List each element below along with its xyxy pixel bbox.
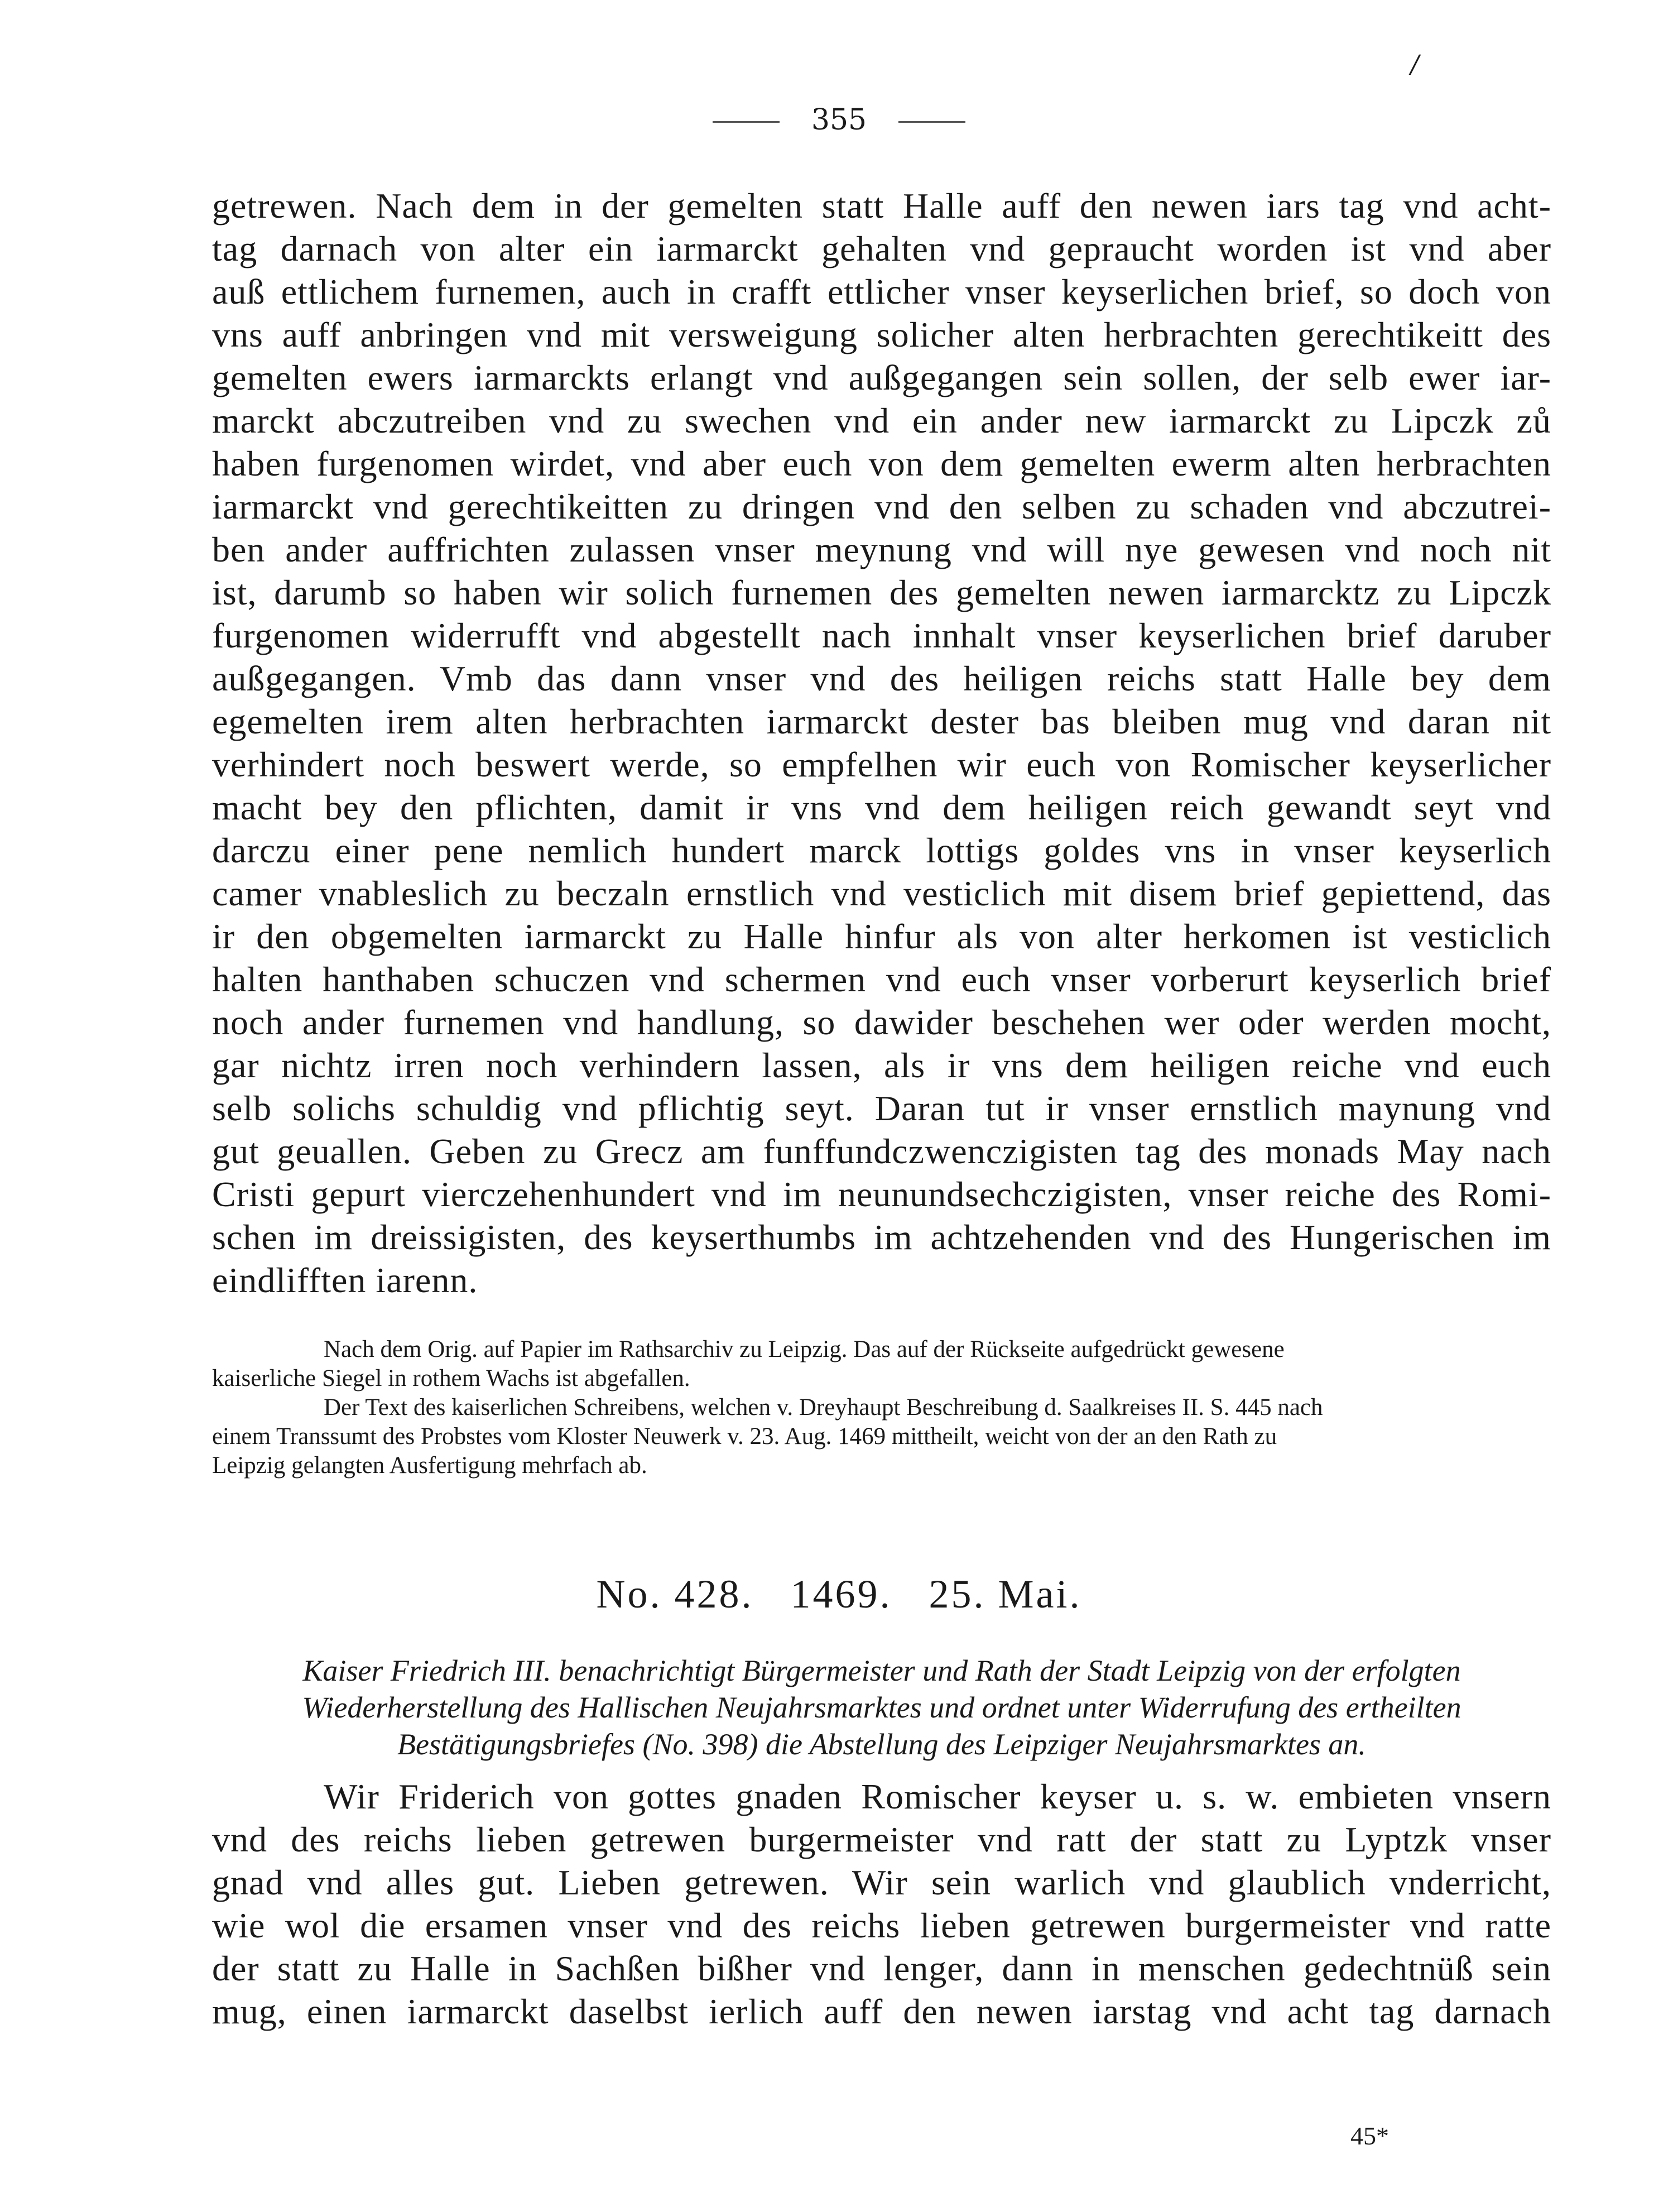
- text-line: marckt abczutreiben vnd zu swechen vnd ein ander new iarmarckt zu Lipczk zů: [212, 401, 1551, 440]
- text-line: wie wol die ersamen vnser vnd des reichs lieben getrewen burgermeister vnd ratte: [212, 1906, 1551, 1945]
- signature-mark: 45*: [1350, 2122, 1389, 2150]
- note-line: kaiserliche Siegel in rothem Wachs ist abgefallen.: [212, 1365, 690, 1392]
- text-line: noch ander furnemen vnd handlung, so dawider beschehen wer oder werden mocht,: [212, 1002, 1551, 1042]
- text-line: auß ettlichem furnemen, auch in crafft ettlicher vnser keyserlichen brief, so doch von: [212, 272, 1551, 311]
- text-line: camer vnableslich zu beczaln ernstlich vnd vesticlich mit disem brief gepiettend, das: [212, 874, 1551, 913]
- summary-line: Kaiser Friedrich III. benachrichtigt Bürgermeister und Rath der Stadt Leipzig von der erfolgten: [302, 1654, 1461, 1687]
- page-number: 355: [811, 103, 867, 137]
- text-line: selb solichs schuldig vnd pflichtig seyt. Daran tut ir vnser ernstlich maynung vnd: [212, 1088, 1551, 1128]
- text-line: der statt zu Halle in Sachßen bißher vnd lenger, dann in menschen gedechtnüß sein: [212, 1949, 1551, 1988]
- note-line: Der Text des kaiserlichen Schreibens, welchen v. Dreyhaupt Beschreibung d. Saalkreises II. S. 445 nach: [324, 1394, 1323, 1421]
- text-line: schen im dreissigisten, des keyserthumbs im achtzehenden vnd des Hungerischen im: [212, 1217, 1551, 1257]
- text-line: ben ander auffrichten zulassen vnser meynung vnd will nye gewesen vnd noch nit: [212, 530, 1551, 569]
- text-line: gemelten ewers iarmarckts erlangt vnd außgegangen sein sollen, der selb ewer iar-: [212, 358, 1551, 397]
- text-line: getrewen. Nach dem in der gemelten statt Halle auff den newen iars tag vnd acht-: [212, 186, 1551, 225]
- document-heading: No. 428. 1469. 25. Mai.: [596, 1572, 1082, 1616]
- margin-mark: /: [1411, 50, 1419, 79]
- summary-line: Bestätigungsbriefes (No. 398) die Abstellung des Leipziger Neujahrsmarktes an.: [397, 1728, 1366, 1761]
- text-line: ir den obgemelten iarmarckt zu Halle hinfur als von alter herkomen ist vesticlich: [212, 917, 1551, 956]
- text-line: verhindert noch beswert werde, so empfelhen wir euch von Romischer keyserlicher: [212, 745, 1551, 784]
- document-summary: [212, 1652, 1551, 1763]
- text-line: haben furgenomen wirdet, vnd aber euch von dem gemelten ewerm alten herbrachten: [212, 444, 1551, 483]
- text-line: außgegangen. Vmb das dann vnser vnd des heiligen reichs statt Halle bey dem: [212, 659, 1551, 698]
- text-line: tag darnach von alter ein iarmarckt gehalten vnd gepraucht worden ist vnd aber: [212, 229, 1551, 268]
- text-line: egemelten irem alten herbrachten iarmarckt dester bas bleiben mug vnd daran nit: [212, 702, 1551, 741]
- text-line: gar nichtz irren noch verhindern lassen, als ir vns dem heiligen reiche vnd euch: [212, 1045, 1551, 1085]
- note-line: Nach dem Orig. auf Papier im Rathsarchiv zu Leipzig. Das auf der Rückseite aufgedrückt gewesene: [324, 1336, 1285, 1362]
- text-line: gnad vnd alles gut. Lieben getrewen. Wir sein warlich vnd glaublich vnderricht,: [212, 1863, 1551, 1902]
- source-notes: [212, 1335, 1551, 1480]
- text-line: halten hanthaben schuczen vnd schermen vnd euch vnser vorberurt keyserlich brief: [212, 959, 1551, 999]
- second-text-block: [212, 1775, 1551, 2033]
- text-line: macht bey den pflichten, damit ir vns vnd dem heiligen reich gewandt seyt vnd: [212, 788, 1551, 827]
- text-line: furgenomen widerrufft vnd abgestellt nach innhalt vnser keyserlichen brief daruber: [212, 616, 1551, 655]
- main-text-block: [212, 184, 1551, 1302]
- text-line: Wir Friderich von gottes gnaden Romischer keyser u. s. w. embieten vnsern: [324, 1777, 1551, 1816]
- header-rule-left: [713, 121, 780, 123]
- text-line: gut geuallen. Geben zu Grecz am funffundczwenczigisten tag des monads May nach: [212, 1131, 1551, 1171]
- text-line: mug, einen iarmarckt daselbst ierlich auff den newen iarstag vnd acht tag darnach: [212, 1992, 1551, 2031]
- text-line: vnd des reichs lieben getrewen burgermeister vnd ratt der statt zu Lyptzk vnser: [212, 1820, 1551, 1859]
- source-note: [212, 1335, 1551, 1393]
- text-line: eindlifften iarenn.: [212, 1260, 478, 1300]
- source-note: [212, 1393, 1551, 1480]
- text-line: iarmarckt vnd gerechtikeitten zu dringen vnd den selben zu schaden vnd abczutrei-: [212, 487, 1551, 526]
- note-line: einem Transsumt des Probstes vom Kloster Neuwerk v. 23. Aug. 1469 mittheilt, weicht von der an den Rath zu: [212, 1423, 1277, 1450]
- header-rule-right: [898, 121, 965, 123]
- text-line: Cristi gepurt vierczehenhundert vnd im neunundsechczigisten, vnser reiche des Romi-: [212, 1174, 1551, 1214]
- page-header: [0, 103, 1678, 137]
- note-line: Leipzig gelangten Ausfertigung mehrfach ab.: [212, 1452, 647, 1479]
- summary-line: Wiederherstellung des Hallischen Neujahrsmarktes und ordnet unter Widerrufung des ertheilten: [302, 1691, 1461, 1724]
- text-line: ist, darumb so haben wir solich furnemen des gemelten newen iarmarcktz zu Lipczk: [212, 573, 1551, 612]
- text-line: darczu einer pene nemlich hundert marck lottigs goldes vns in vnser keyserlich: [212, 831, 1551, 870]
- text-line: vns auff anbringen vnd mit versweigung solicher alten herbrachten gerechtikeitt des: [212, 315, 1551, 354]
